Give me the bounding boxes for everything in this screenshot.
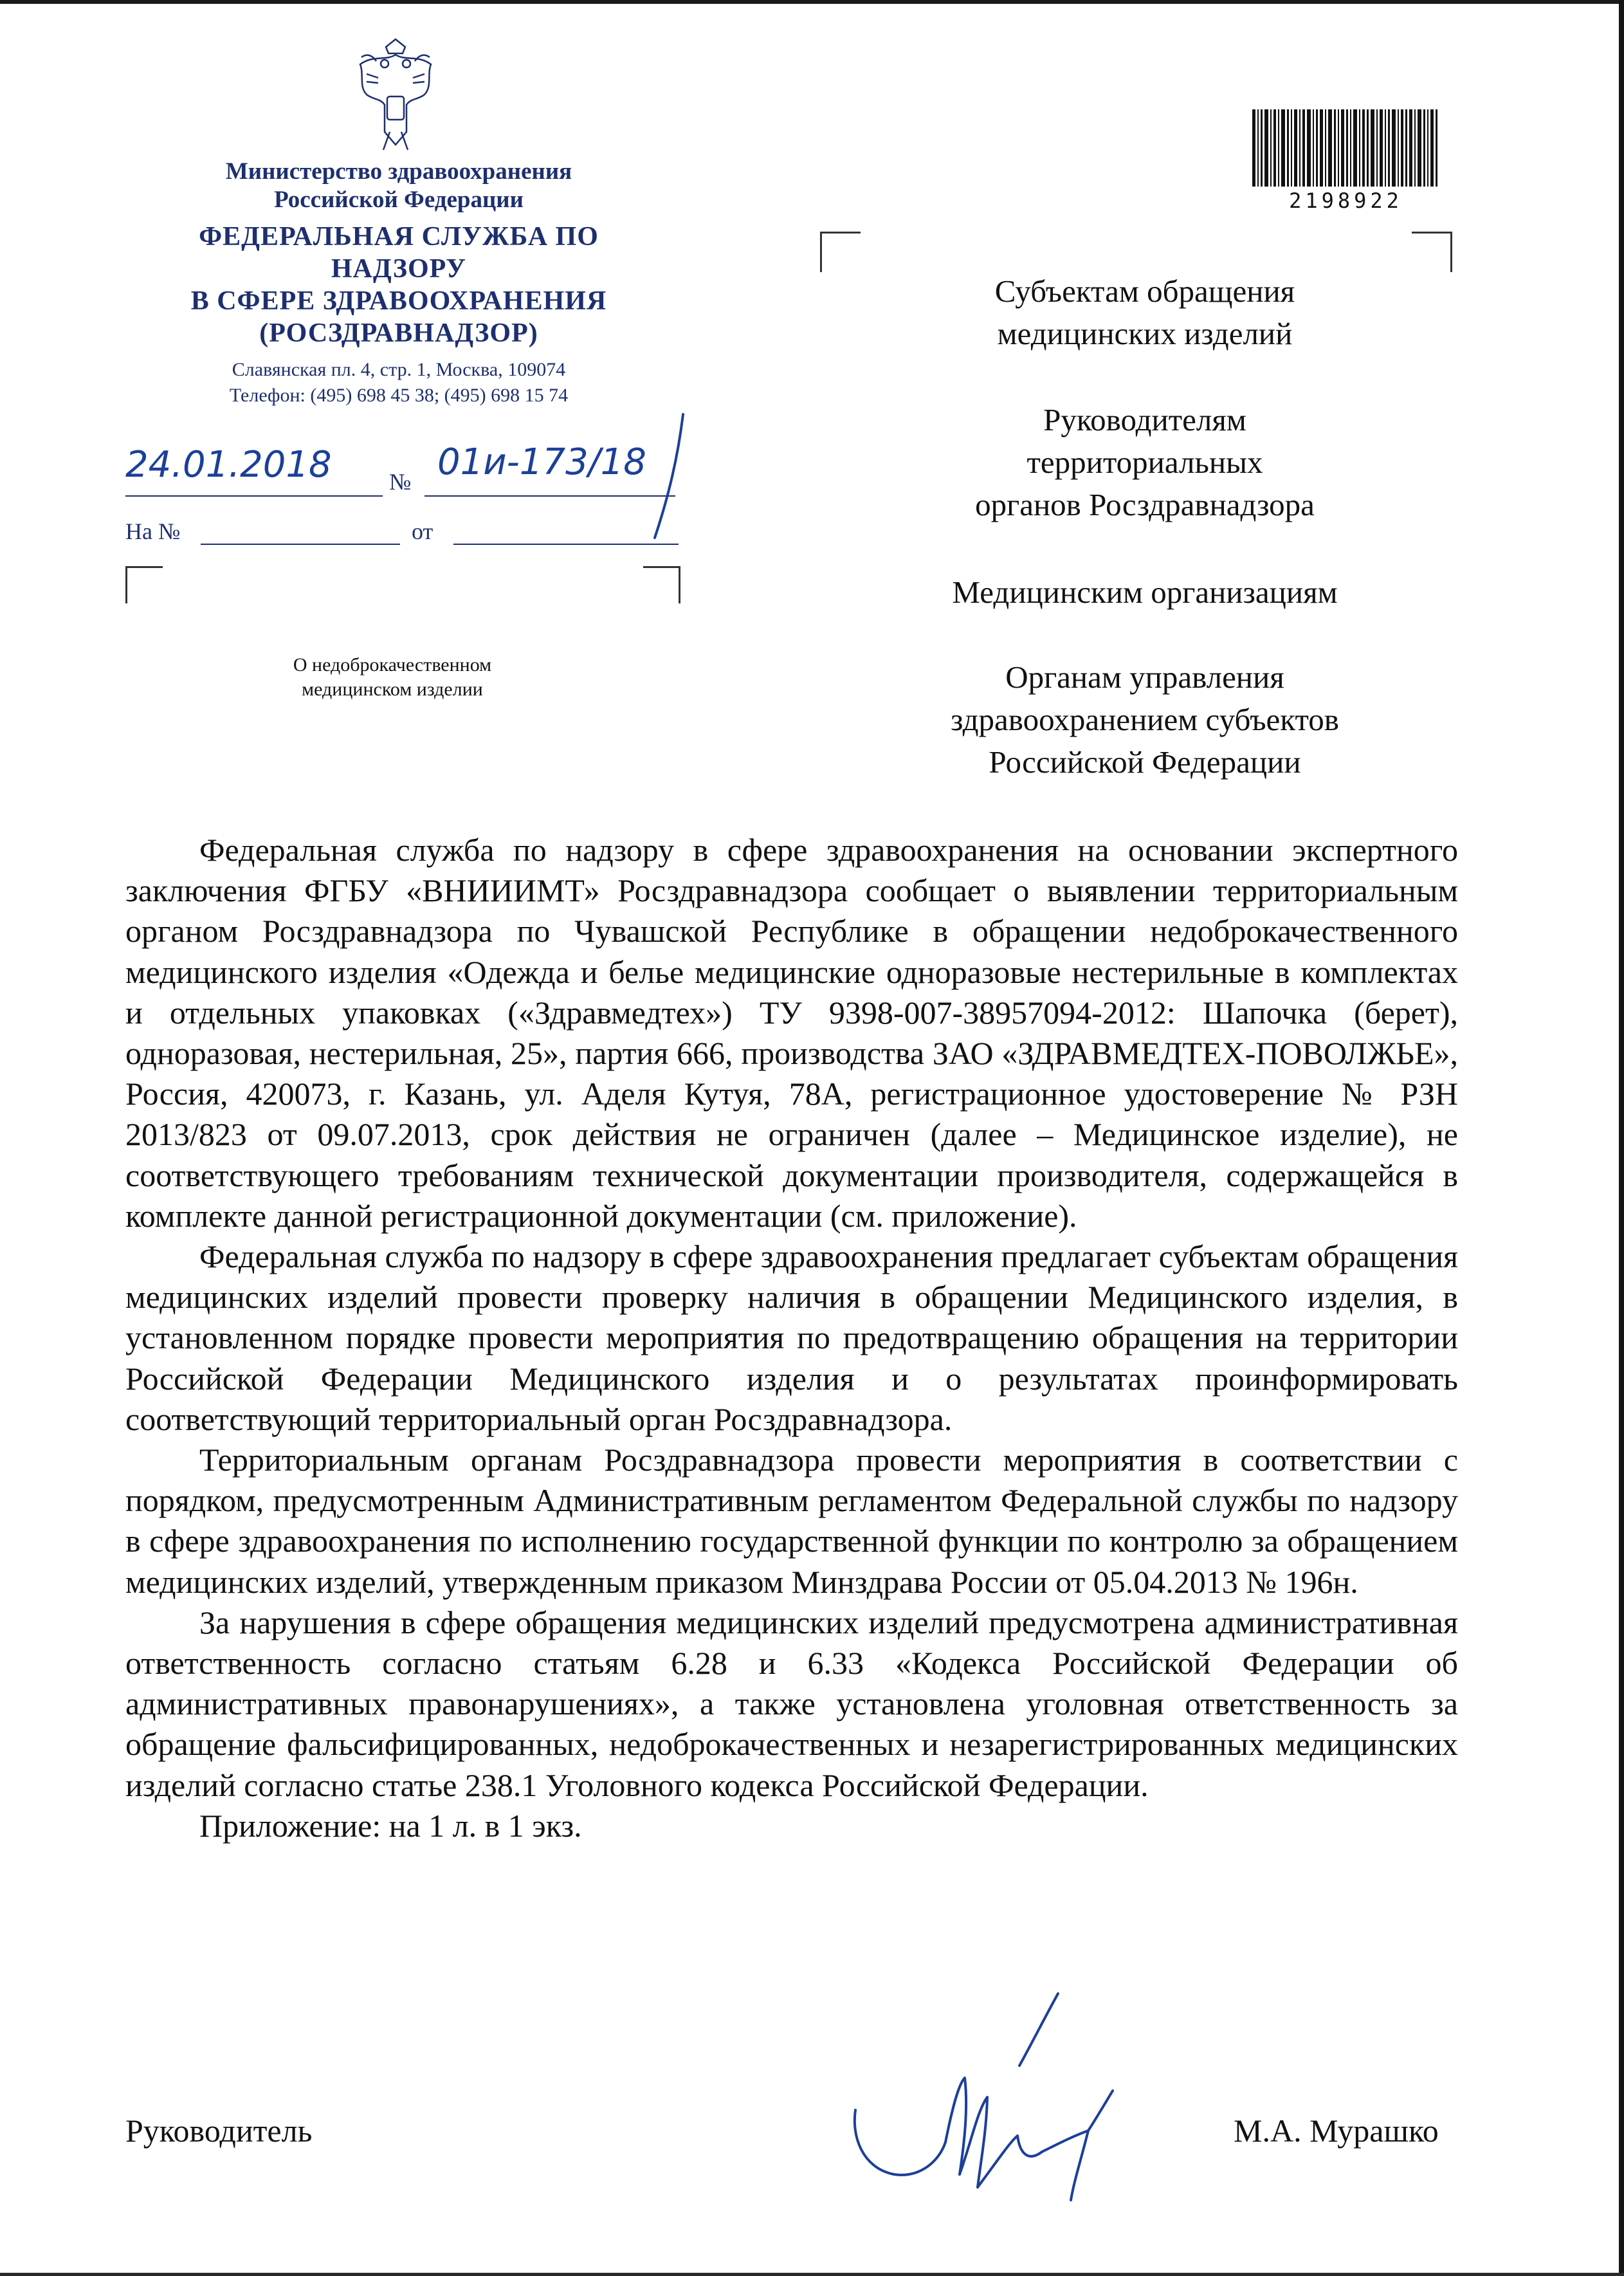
addressee-2-line-1: Руководителям — [1043, 402, 1246, 437]
ministry-name — [167, 158, 630, 214]
subject-bracket-top-left — [125, 566, 163, 603]
scan-edge-top — [0, 0, 1624, 4]
subject-line-2: медицинском изделии — [302, 679, 483, 700]
postal-address: Славянская пл. 4, стр. 1, Москва, 109074 — [232, 359, 566, 380]
addressee-2-line-3: органов Росздравнадзора — [975, 487, 1315, 522]
agency-line-1: ФЕДЕРАЛЬНАЯ СЛУЖБА ПО НАДЗОРУ — [199, 222, 599, 284]
ministry-line-1: Министерство здравоохранения — [225, 158, 572, 185]
body-paragraph-3: Территориальным органам Росздравнадзора провести мероприятия в соответствии с порядком, предусмотренным Административным регламентом Федеральной службы по надзору в сфере здравоохранения по исполнению государственной функции по контролю за обращением медицинских изделий, утвержденным приказом Минздрава России от 05.04.2013 № 196н. — [125, 1442, 1458, 1600]
agency-name — [129, 221, 669, 349]
body-paragraph-4: За нарушения в сфере обращения медицинских изделий предусмотрена административная ответственность согласно статьям 6.28 и 6.33 «Кодекса Российской Федерации об административных правонарушениях», а также установлена уголовная ответственность за обращение фальсифицированных, недоброкачественных и незарегистрированных медицинских изделий согласно статье 238.1 Уголовного кодекса Российской Федерации. — [125, 1604, 1458, 1803]
agency-address — [129, 357, 669, 408]
coat-of-arms-emblem-icon — [347, 35, 444, 154]
addressee-4-line-1: Органам управления — [1005, 659, 1284, 695]
body-paragraph-1: Федеральная служба по надзору в сфере здравоохранения на основании экспертного заключения ФГБУ «ВНИИИМТ» Росздравнадзора сообщает о выявлении территориальным органом Росздравнадзора по Чувашской Республике в обращении недоброкачественного медицинского изделия «Одежда и белье медицинские одноразовые нестерильные в комплектах и отдельных упаковках («Здравмедтех») ТУ 9398-007-38957094-2012: Шапочка (берет), одноразовая, нестерильная, 25», партия 666, производства ЗАО «ЗДРАВМЕДТЕХ-ПОВОЛЖЬЕ», Россия, 420073, г. Казань, ул. Аделя Кутуя, 78А, регистрационное удостоверение № РЗН 2013/823 от 09.07.2013, срок действия не ограничен (далее – Медицинское изделие), не соответствующего требованиям технической документации производителя, содержащейся в комплекте данной регистрационной документации (см. приложение). — [125, 832, 1458, 1234]
address-bracket-top-right — [1412, 232, 1452, 272]
addressee-device-entities — [884, 270, 1405, 355]
ministry-line-2: Российской Федерации — [274, 187, 524, 213]
address-bracket-top-left — [820, 232, 861, 272]
addressee-medical-organizations — [884, 571, 1405, 614]
reference-number-blank — [201, 544, 400, 545]
body-attachment-note: Приложение: на 1 л. в 1 экз. — [199, 1807, 582, 1844]
handwritten-signature-icon — [849, 2014, 1126, 2207]
addressee-territorial-heads — [884, 399, 1405, 526]
addressee-4-line-2: здравоохранением субъектов — [951, 702, 1339, 737]
addressee-1-line-1: Субъектам обращения — [994, 273, 1295, 309]
reference-date-blank — [453, 544, 679, 545]
scan-edge-bottom — [0, 2273, 1624, 2276]
signatory-title: Руководитель — [125, 2113, 313, 2149]
addressee-1-line-2: медицинских изделий — [997, 316, 1293, 351]
signatory-name: М.А. Мурашко — [1234, 2113, 1439, 2149]
letter-subject — [244, 653, 540, 702]
addressee-2-line-2: территориальных — [1026, 445, 1263, 480]
barcode-number: 2198922 — [1289, 188, 1403, 213]
agency-line-2: В СФЕРЕ ЗДРАВООХРАНЕНИЯ — [190, 286, 607, 316]
registration-date: 24.01.2018 — [125, 444, 332, 486]
subject-bracket-top-right — [643, 566, 680, 603]
addressee-3-line-1: Медицинским организациям — [952, 574, 1338, 610]
letter-body — [125, 830, 1458, 1846]
handwritten-slash-stroke-icon — [650, 412, 688, 540]
registration-number-label: № — [389, 469, 412, 495]
subject-line-1: О недоброкачественном — [293, 654, 492, 675]
registration-number: 01и-173/18 — [437, 441, 646, 483]
registration-date-underline — [125, 495, 383, 497]
reference-date-label: от — [412, 519, 433, 544]
phone-numbers: Телефон: (495) 698 45 38; (495) 698 15 74 — [229, 385, 569, 406]
reference-number-label: На № — [125, 519, 181, 544]
agency-line-3: (РОСЗДРАВНАДЗОР) — [259, 318, 538, 348]
registration-number-underline — [424, 495, 675, 497]
addressee-health-authorities — [884, 656, 1405, 784]
addressee-4-line-3: Российской Федерации — [989, 744, 1301, 780]
barcode-icon — [1251, 109, 1441, 187]
body-paragraph-2: Федеральная служба по надзору в сфере здравоохранения предлагает субъектам обращения медицинских изделий провести проверку наличия в обращении Медицинского изделия, в установленном порядке провести мероприятия по предотвращению обращения на территории Российской Федерации Медицинского изделия и о результатах проинформировать соответствующий территориальный орган Росздравнадзора. — [125, 1238, 1458, 1437]
scan-edge-right — [1619, 0, 1624, 2276]
